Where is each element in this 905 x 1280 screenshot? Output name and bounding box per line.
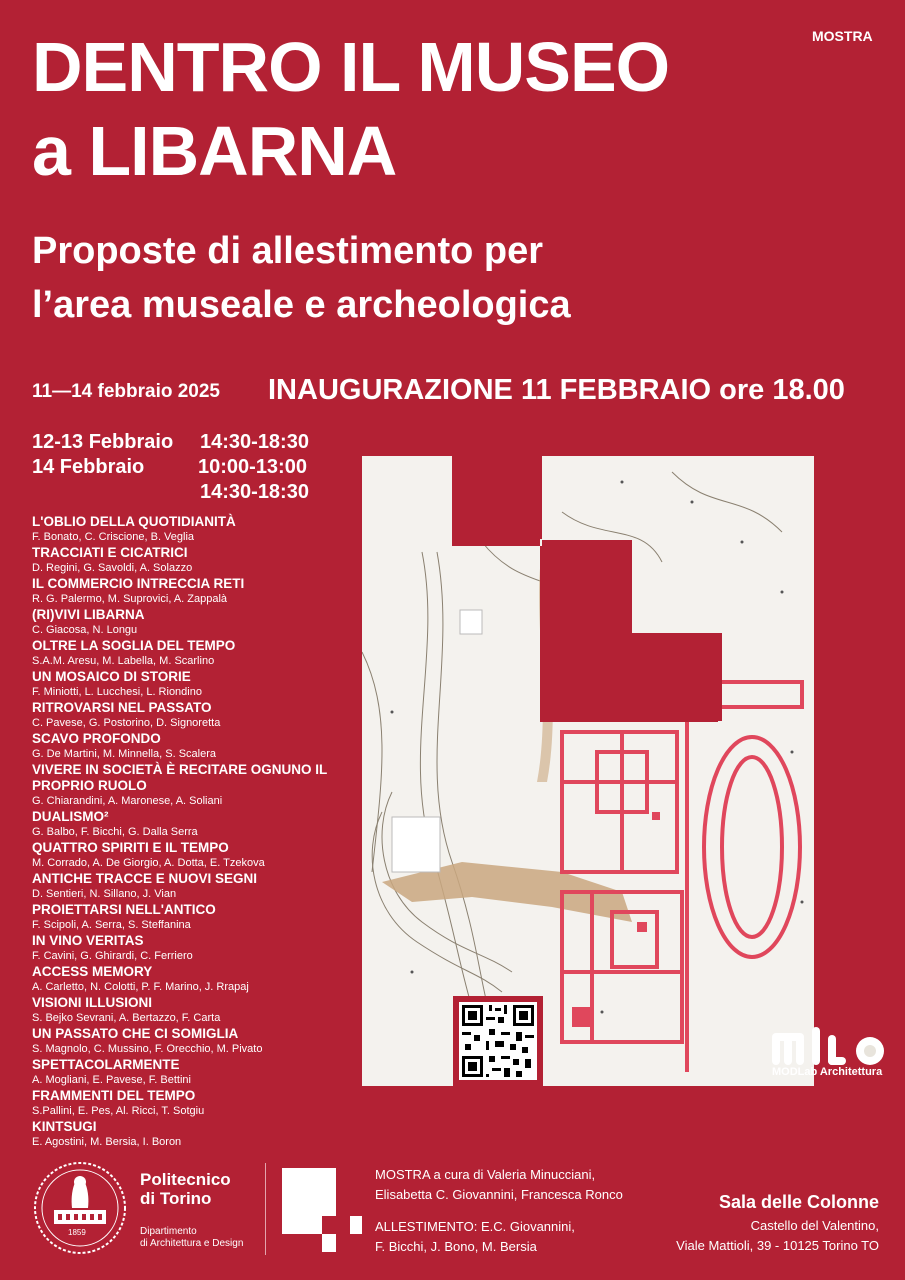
seal-icon (32, 1160, 128, 1256)
project-item (32, 700, 362, 731)
pixel-logo (282, 1168, 362, 1257)
department-line2: di Architettura e Design (140, 1238, 244, 1249)
pixel-logo-icon (282, 1168, 362, 1252)
venue-address (676, 1216, 879, 1256)
project-authors: F. Cavini, G. Ghirardi, C. Ferriero (32, 950, 193, 962)
project-item (32, 762, 362, 809)
project-title: L'OBLIO DELLA QUOTIDIANITÀ (32, 514, 236, 529)
installation-line1: ALLESTIMENTO: E.C. Giovannini, (375, 1219, 575, 1234)
project-item (32, 731, 362, 762)
project-title: SCAVO PROFONDO (32, 731, 161, 746)
red-pixel-block (542, 633, 722, 721)
schedule-day: 12-13 Febbraio (32, 431, 174, 453)
inauguration-info: INAUGURAZIONE 11 FEBBRAIO ore 18.00 (268, 374, 845, 406)
lab-name: MODLab Architettura (772, 1066, 883, 1078)
poster-subtitle-line2: l’area museale e archeologica (32, 284, 571, 326)
project-title: OLTRE LA SOGLIA DEL TEMPO (32, 638, 236, 653)
project-authors: S. Magnolo, C. Mussino, F. Orecchio, M. Pivato (32, 1043, 263, 1055)
red-pixel-block (452, 452, 542, 539)
curators-line1: MOSTRA a cura di Valeria Minucciani, (375, 1167, 596, 1182)
project-item (32, 964, 362, 995)
project-title: PROIETTARSI NELL'ANTICO (32, 902, 216, 917)
project-item (32, 1057, 362, 1088)
poster-subtitle-line1: Proposte di allestimento per (32, 230, 543, 272)
project-title: QUATTRO SPIRITI E IL TEMPO (32, 840, 229, 855)
project-title: VIVERE IN SOCIETÀ È RECITARE OGNUNO IL PROPRIO RUOLO (32, 762, 328, 793)
project-title: DUALISMO² (32, 809, 109, 824)
qr-code-pattern (459, 1002, 537, 1080)
project-authors: A. Carletto, N. Colotti, P. F. Marino, J. Rrapaj (32, 981, 249, 993)
project-title: UN MOSAICO DI STORIE (32, 669, 191, 684)
project-authors: G. De Martini, M. Minnella, S. Scalera (32, 748, 217, 760)
address-line2: Viale Mattioli, 39 - 10125 Torino TO (676, 1238, 879, 1253)
department-name (140, 1226, 243, 1250)
project-item (32, 840, 362, 871)
seal-year: 1859 (68, 1228, 86, 1237)
project-title: FRAMMENTI DEL TEMPO (32, 1088, 196, 1103)
project-item (32, 1119, 362, 1150)
department-line1: Dipartimento (140, 1226, 197, 1237)
project-title: SPETTACOLARMENTE (32, 1057, 180, 1072)
project-authors: G. Balbo, F. Bicchi, G. Dalla Serra (32, 826, 198, 838)
project-item (32, 638, 362, 669)
project-title: RITROVARSI NEL PASSATO (32, 700, 212, 715)
footer-divider (265, 1163, 266, 1255)
mla-logo-icon (770, 1025, 892, 1067)
project-authors: S.Pallini, E. Pes, Al. Ricci, T. Sotgiu (32, 1105, 205, 1117)
project-authors: R. G. Palermo, M. Suprovici, A. Zappalà (32, 593, 228, 605)
project-item (32, 576, 362, 607)
project-title: KINTSUGI (32, 1119, 97, 1134)
qr-icon (459, 1002, 537, 1080)
address-line1: Castello del Valentino, (750, 1218, 879, 1233)
installation-credit (375, 1217, 575, 1257)
project-authors: M. Corrado, A. De Giorgio, A. Dotta, E. Tzekova (32, 857, 265, 869)
schedule-hours: 10:00-13:00 (198, 456, 307, 478)
project-item (32, 1088, 362, 1119)
red-pixel-block (542, 540, 632, 633)
project-authors: C. Giacosa, N. Longu (32, 624, 138, 636)
polito-name-line1: Politecnico (140, 1170, 231, 1189)
qr-code[interactable] (453, 996, 543, 1086)
project-title: (RI)VIVI LIBARNA (32, 607, 145, 622)
project-item (32, 514, 362, 545)
schedule-day: 14 Febbraio (32, 456, 145, 478)
project-list (32, 514, 362, 1150)
polito-seal-logo (32, 1160, 128, 1256)
project-authors: E. Agostini, M. Bersia, I. Boron (32, 1136, 182, 1148)
project-authors: S. Bejko Sevrani, A. Bertazzo, F. Carta (32, 1012, 221, 1024)
project-title: TRACCIATI E CICATRICI (32, 545, 188, 560)
project-authors: S.A.M. Aresu, M. Labella, M. Scarlino (32, 655, 215, 667)
project-authors: F. Bonato, C. Criscione, B. Veglia (32, 531, 195, 543)
project-title: UN PASSATO CHE CI SOMIGLIA (32, 1026, 239, 1041)
frame-notch (362, 452, 814, 456)
project-authors: F. Scipoli, A. Serra, S. Steffanina (32, 919, 191, 931)
poster-title-line1: DENTRO IL MUSEO (32, 28, 670, 106)
date-range: 11—14 febbraio 2025 (32, 381, 220, 402)
project-authors: G. Chiarandini, A. Maronese, A. Soliani (32, 795, 223, 807)
mla-logo (770, 1025, 892, 1072)
project-authors: A. Mogliani, E. Pavese, F. Bettini (32, 1074, 191, 1086)
venue-name: Sala delle Colonne (718, 1192, 879, 1212)
project-item (32, 545, 362, 576)
project-title: IL COMMERCIO INTRECCIA RETI (32, 576, 245, 591)
project-authors: F. Miniotti, L. Lucchesi, L. Riondino (32, 686, 202, 698)
polito-name (140, 1170, 231, 1208)
project-item (32, 995, 362, 1026)
project-title: ANTICHE TRACCE E NUOVI SEGNI (32, 871, 258, 886)
project-authors: C. Pavese, G. Postorino, D. Signoretta (32, 717, 221, 729)
schedule-hours: 14:30-18:30 (200, 431, 309, 453)
project-title: VISIONI ILLUSIONI (32, 995, 153, 1010)
curators-credit (375, 1165, 623, 1205)
poster-title-line2: a LIBARNA (32, 112, 397, 190)
project-item (32, 1026, 362, 1057)
project-item (32, 607, 362, 638)
project-authors: D. Regini, G. Savoldi, A. Solazzo (32, 562, 193, 574)
polito-name-line2: di Torino (140, 1189, 212, 1208)
curators-line2: Elisabetta C. Giovannini, Francesca Ronco (375, 1187, 623, 1202)
project-item (32, 669, 362, 700)
project-item (32, 871, 362, 902)
project-item (32, 809, 362, 840)
project-item (32, 933, 362, 964)
project-title: ACCESS MEMORY (32, 964, 153, 979)
project-item (32, 902, 362, 933)
event-type-tag: MOSTRA (812, 28, 873, 44)
schedule-hours: 14:30-18:30 (200, 481, 309, 503)
project-authors: D. Sentieri, N. Sillano, J. Vian (32, 888, 177, 900)
installation-line2: F. Bicchi, J. Bono, M. Bersia (375, 1239, 537, 1254)
project-title: IN VINO VERITAS (32, 933, 144, 948)
